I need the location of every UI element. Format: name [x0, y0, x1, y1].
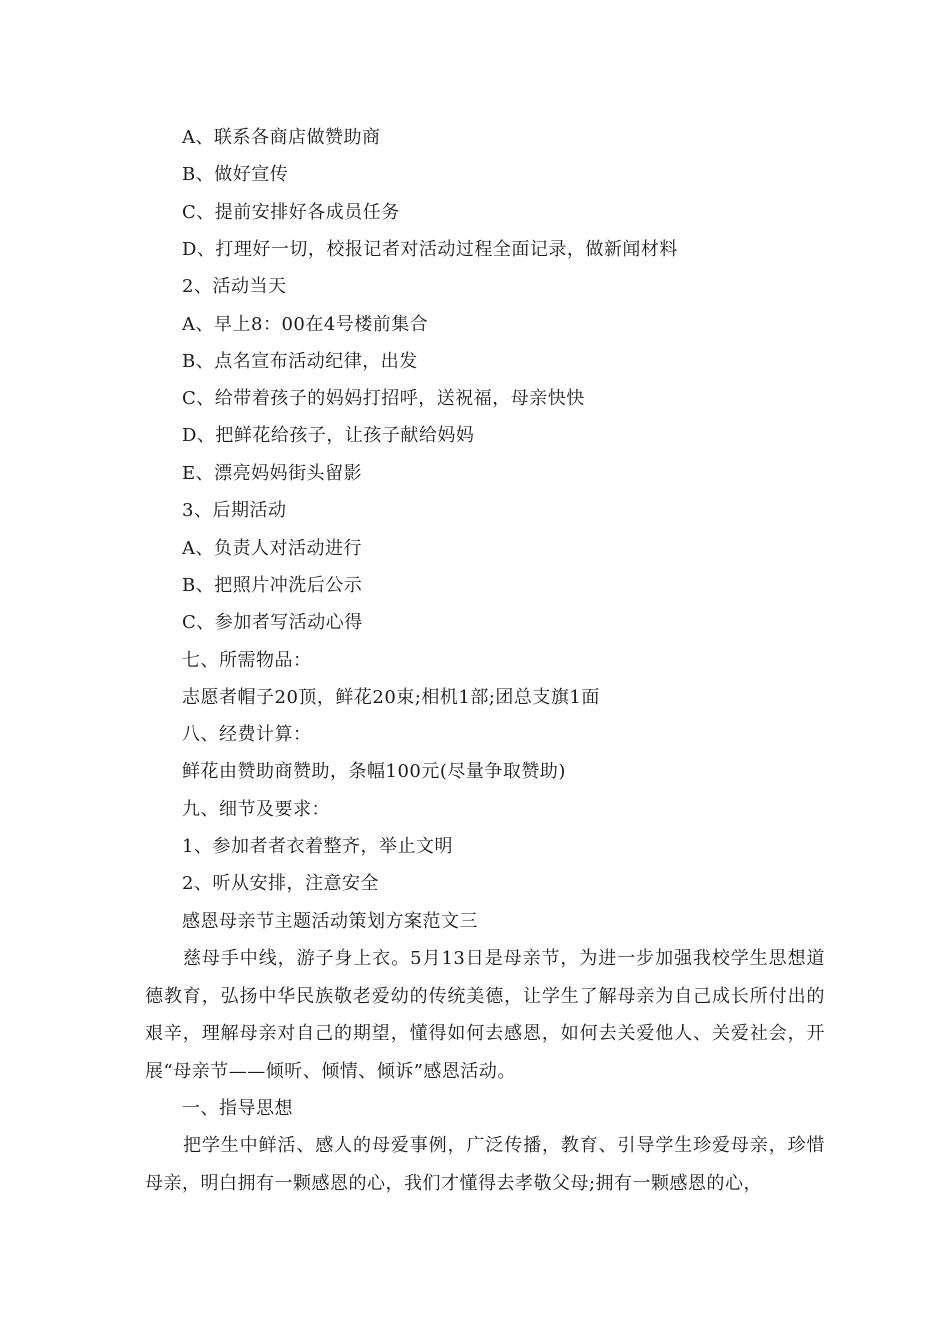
text-line: 1、参加者者衣着整齐，举止文明 — [182, 836, 453, 857]
text-line: B、把照片冲洗后公示 — [182, 575, 363, 596]
text-line: C、参加者写活动心得 — [182, 612, 363, 633]
text-line: A、负责人对活动进行 — [182, 538, 362, 559]
text-line: A、早上8：00在4号楼前集合 — [182, 314, 429, 335]
text-line: C、提前安排好各成员任务 — [182, 202, 400, 223]
text-line: C、给带着孩子的妈妈打招呼，送祝福，母亲快快 — [182, 388, 585, 409]
text-line: B、做好宣传 — [182, 164, 289, 185]
text-line: B、点名宣布活动纪律，出发 — [182, 351, 418, 372]
text-line: 志愿者帽子20顶，鲜花20束;相机1部;团总支旗1面 — [182, 687, 600, 708]
section-heading: 九、细节及要求： — [182, 799, 330, 820]
section-heading: 一、指导思想 — [182, 1098, 293, 1119]
text-line: 2、听从安排，注意安全 — [182, 873, 379, 894]
text-line: 3、后期活动 — [182, 500, 287, 521]
article-title: 感恩母亲节主题活动策划方案范文三 — [182, 911, 478, 932]
text-line: 鲜花由赞助商赞助，条幅100元(尽量争取赞助) — [182, 761, 566, 782]
intro-paragraph: 慈母手中线，游子身上衣。5月13日是母亲节，为进一步加强我校学生思想道德教育，弘扬中华民族敬老爱幼的传统美德，让学生了解母亲为自己成长所付出的艰辛，理解母亲对自己的期望，懂得如何去感恩，如何去关爱他人、关爱社会，开展“母亲节——倾听、倾情、倾诉”感恩活动。 — [145, 948, 825, 1082]
section-heading: 八、经费计算： — [182, 724, 312, 745]
text-line: 2、活动当天 — [182, 276, 287, 297]
section-heading: 七、所需物品： — [182, 650, 312, 671]
text-line: D、打理好一切，校报记者对活动过程全面记录，做新闻材料 — [182, 239, 678, 260]
text-line: D、把鲜花给孩子，让孩子献给妈妈 — [182, 425, 475, 446]
guiding-paragraph: 把学生中鲜活、感人的母爱事例，广泛传播，教育、引导学生珍爱母亲，珍惜母亲，明白拥有一颗感恩的心，我们才懂得去孝敬父母;拥有一颗感恩的心， — [145, 1135, 825, 1194]
text-line: A、联系各商店做赞助商 — [182, 127, 381, 148]
text-line: E、漂亮妈妈街头留影 — [182, 463, 363, 484]
